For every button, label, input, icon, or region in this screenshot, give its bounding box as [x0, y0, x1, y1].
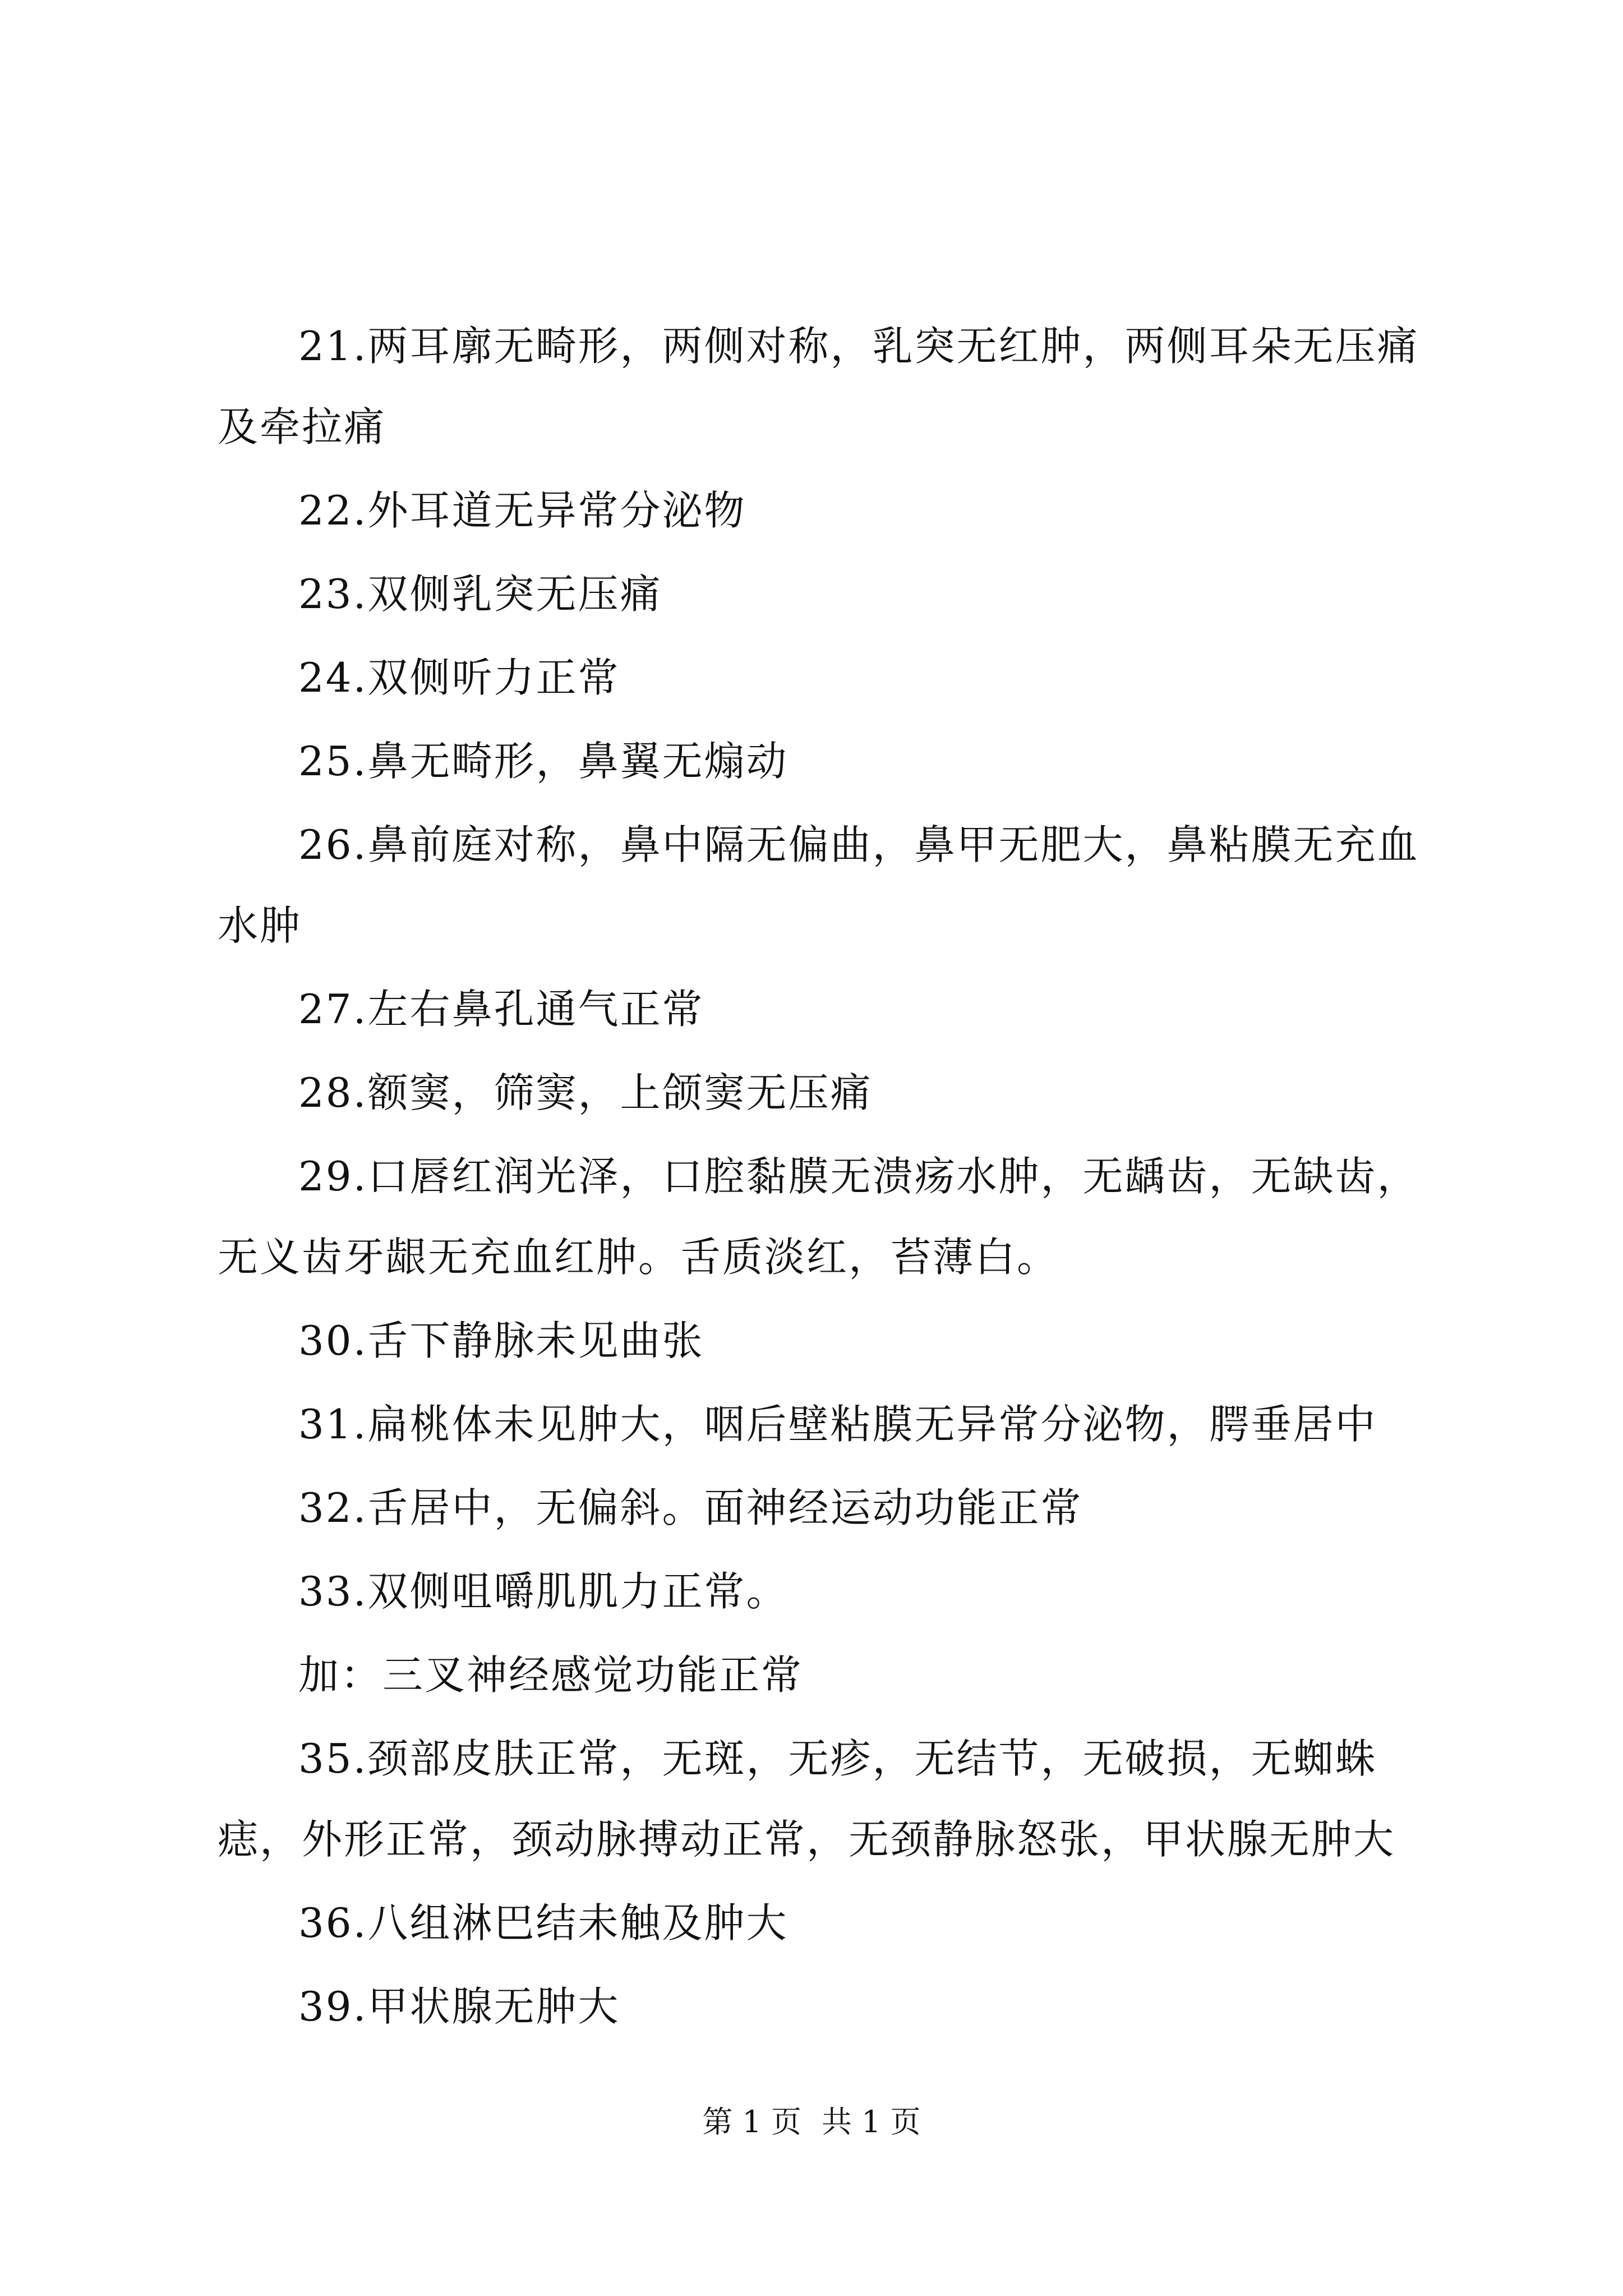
paragraph-22: 22.外耳道无异常分泌物: [298, 487, 746, 534]
paragraph-21: 21.两耳廓无畸形，两侧对称，乳突无红肿，两侧耳朵无压痛及牵拉痛: [218, 323, 1419, 450]
paragraph-30: 30.舌下静脉未见曲张: [298, 1317, 704, 1364]
paragraph-35: 35.颈部皮肤正常，无斑，无疹，无结节，无破损，无蜘蛛痣，外形正常，颈动脉搏动正常，无颈静脉怒张，甲状腺无肿大: [218, 1735, 1396, 1863]
document-body: [218, 306, 1440, 2050]
paragraph-29: 29.口唇红润光泽，口腔黏膜无溃疡水肿，无龋齿，无缺齿，无义齿牙龈无充血红肿。舌质淡红，苔薄白。: [218, 1153, 1419, 1281]
paragraph-27: 27.左右鼻孔通气正常: [298, 986, 704, 1033]
paragraph-24: 24.双侧听力正常: [298, 654, 620, 701]
paragraph-23: 23.双侧乳突无压痛: [298, 570, 662, 618]
paragraph-36: 36.八组淋巴结未触及肿大: [298, 1899, 789, 1947]
paragraph-addendum: 加：三叉神经感觉功能正常: [298, 1651, 804, 1699]
page-number: 第 1 页: [702, 2104, 801, 2139]
paragraph-25: 25.鼻无畸形，鼻翼无煽动: [298, 738, 789, 785]
paragraph-28: 28.额窦，筛窦，上颌窦无压痛: [298, 1069, 873, 1116]
paragraph-33: 33.双侧咀嚼肌肌力正常。: [298, 1568, 789, 1615]
page-footer: [0, 2102, 1623, 2142]
paragraph-32: 32.舌居中，无偏斜。面神经运动功能正常: [298, 1484, 1083, 1531]
paragraph-26: 26.鼻前庭对称，鼻中隔无偏曲，鼻甲无肥大，鼻粘膜无充血水肿: [218, 821, 1419, 949]
paragraph-31: 31.扁桃体未见肿大，咽后壁粘膜无异常分泌物，腭垂居中: [298, 1401, 1377, 1448]
page-total: 共 1 页: [822, 2104, 921, 2139]
paragraph-39: 39.甲状腺无肿大: [298, 1983, 620, 2030]
